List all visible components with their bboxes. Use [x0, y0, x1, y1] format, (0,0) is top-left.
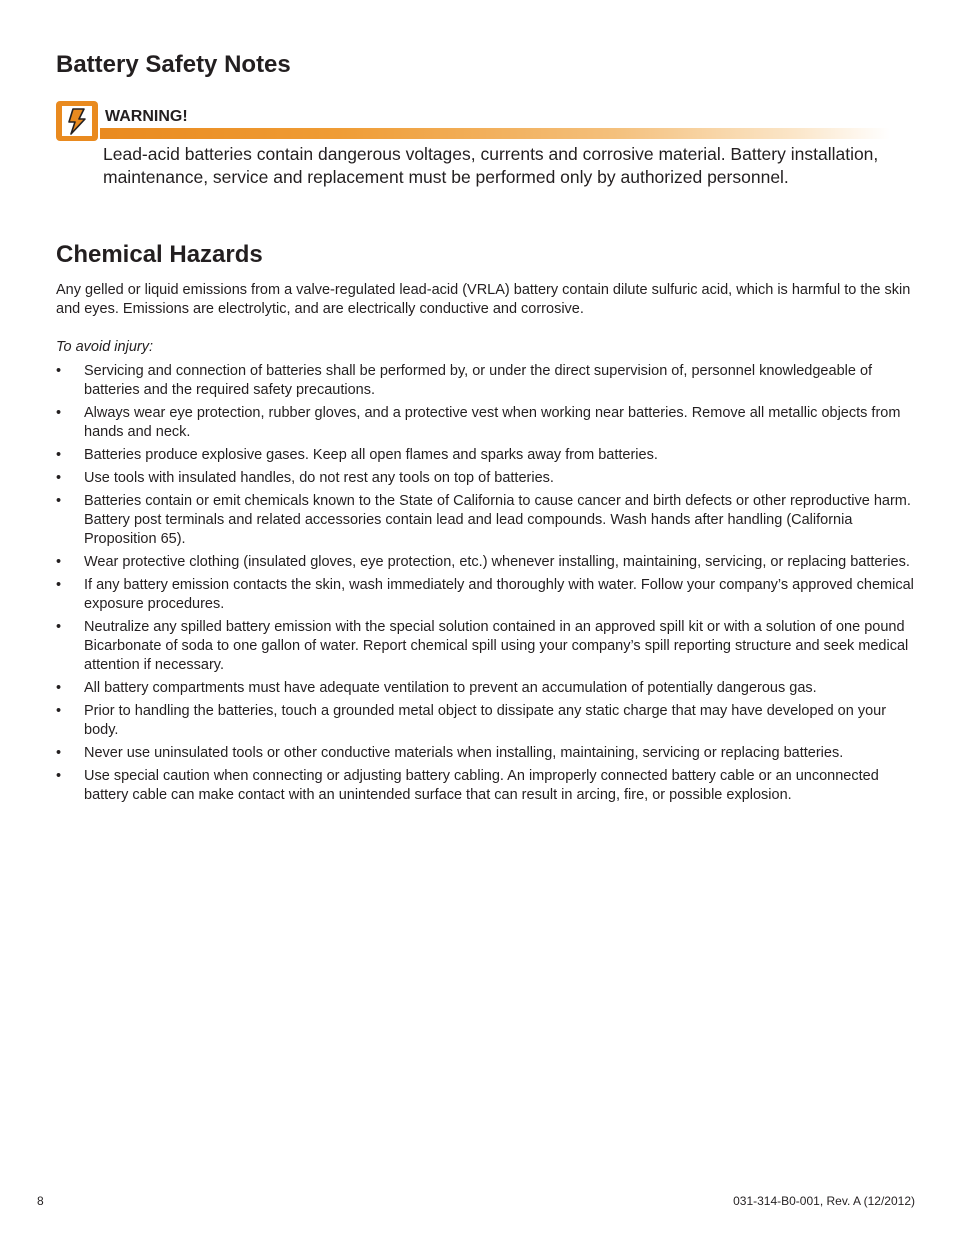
- bullet-marker: •: [56, 493, 62, 509]
- bullet-text: Prior to handling the batteries, touch a grounded metal object to dissipate any static charge that may have developed on your body.: [84, 703, 887, 738]
- safety-bullet-list: [56, 362, 916, 809]
- list-item: [56, 446, 916, 465]
- bullet-marker: •: [56, 554, 62, 570]
- bullet-marker: •: [56, 470, 62, 486]
- bullet-text: Never use uninsulated tools or other conductive materials when installing, maintaining, servicing or replacing batteries.: [84, 745, 844, 761]
- bullet-marker: •: [56, 703, 62, 719]
- bullet-marker: •: [56, 745, 62, 761]
- bullet-marker: •: [56, 680, 62, 696]
- bullet-text: Batteries contain or emit chemicals known to the State of California to cause cancer and birth defects or other reproductive harm. Battery post terminals and related accessories contain lead and lead compounds. Wash hands after handling (California Proposition 65).: [84, 493, 911, 547]
- section-title-battery-safety: Battery Safety Notes: [56, 51, 291, 78]
- chemical-intro-paragraph: Any gelled or liquid emissions from a valve-regulated lead-acid (VRLA) battery contain dilute sulfuric acid, which is harmful to the skin and eyes. Emissions are electrolytic, and are electrically conductive and corrosive.: [56, 282, 911, 317]
- warning-label: WARNING!: [105, 108, 188, 125]
- avoid-injury-label: To avoid injury:: [56, 339, 153, 355]
- bullet-text: Use tools with insulated handles, do not rest any tools on top of batteries.: [84, 470, 554, 486]
- bullet-marker: •: [56, 619, 62, 635]
- lightning-bolt-icon: [56, 101, 98, 141]
- warning-divider-bar: [100, 128, 890, 139]
- warning-text: Lead-acid batteries contain dangerous voltages, currents and corrosive material. Battery installation, maintenance, service and replacement must be performed only by authorized personnel.: [103, 144, 879, 187]
- bullet-text: Batteries produce explosive gases. Keep all open flames and sparks away from batteries.: [84, 447, 658, 463]
- document-id: 031-314-B0-001, Rev. A (12/2012): [733, 1194, 915, 1208]
- list-item: [56, 618, 916, 675]
- list-item: [56, 404, 916, 442]
- list-item: [56, 553, 916, 572]
- bullet-marker: •: [56, 768, 62, 784]
- bullet-text: All battery compartments must have adequate ventilation to prevent an accumulation of potentially dangerous gas.: [84, 680, 817, 696]
- bullet-marker: •: [56, 447, 62, 463]
- bullet-marker: •: [56, 405, 62, 421]
- bullet-marker: •: [56, 577, 62, 593]
- list-item: [56, 767, 916, 805]
- bullet-text: Wear protective clothing (insulated gloves, eye protection, etc.) whenever installing, maintaining, servicing, or replacing batteries.: [84, 554, 910, 570]
- list-item: [56, 492, 916, 549]
- list-item: [56, 576, 916, 614]
- bullet-text: Neutralize any spilled battery emission with the special solution contained in an approved spill kit or with a solution of one pound Bicarbonate of soda to one gallon of water. Report chemical spill using your company’s spill reporting structure and seek medical attention if necessary.: [84, 619, 909, 673]
- bullet-text: Servicing and connection of batteries shall be performed by, or under the direct supervision of, personnel knowledgeable of batteries and the required safety precautions.: [84, 363, 873, 398]
- page-number: 8: [37, 1194, 44, 1208]
- bullet-text: If any battery emission contacts the skin, wash immediately and thoroughly with water. Follow your company’s approved chemical exposure procedures.: [84, 577, 914, 612]
- list-item: [56, 362, 916, 400]
- bullet-marker: •: [56, 363, 62, 379]
- list-item: [56, 744, 916, 763]
- section-title-chemical-hazards: Chemical Hazards: [56, 241, 263, 268]
- bullet-text: Always wear eye protection, rubber gloves, and a protective vest when working near batteries. Remove all metallic objects from hands and neck.: [84, 405, 901, 440]
- list-item: [56, 702, 916, 740]
- bullet-text: Use special caution when connecting or adjusting battery cabling. An improperly connected battery cable or an unconnected battery cable can make contact with an unintended surface that can result in arcing, fire, or possible explosion.: [84, 768, 879, 803]
- list-item: [56, 679, 916, 698]
- list-item: [56, 469, 916, 488]
